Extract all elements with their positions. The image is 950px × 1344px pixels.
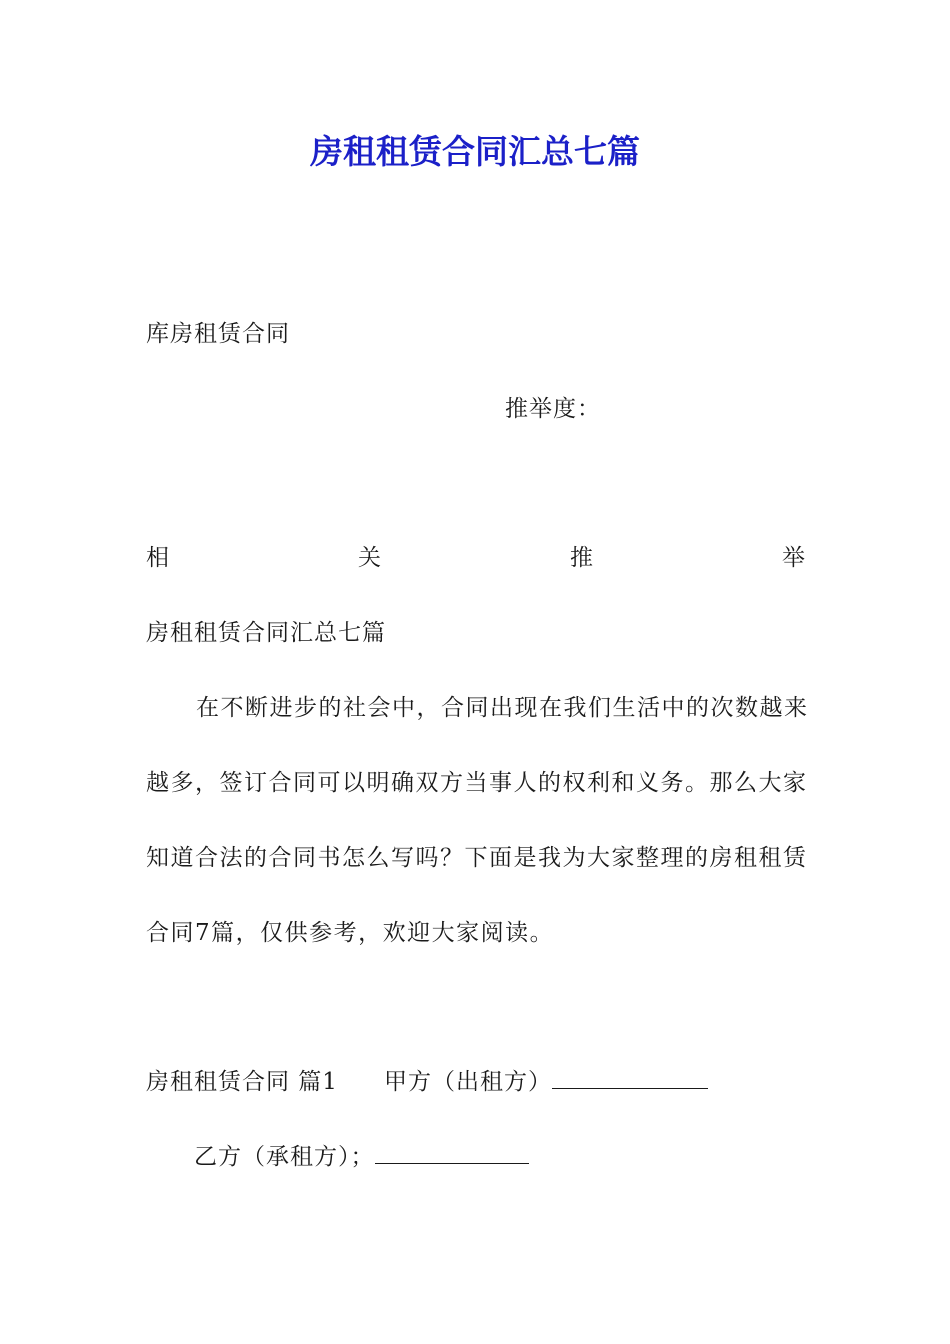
related-title-link[interactable]: 房租租赁合同汇总七篇 — [146, 620, 386, 646]
article-heading-row — [146, 1064, 708, 1098]
intro-paragraph-line: 合同7篇，仅供参考，欢迎大家阅读。 — [146, 920, 555, 946]
subheading: 库房租赁合同 — [146, 321, 290, 347]
related-word: 举 — [782, 545, 806, 571]
related-word: 关 — [358, 545, 382, 571]
related-word: 相 — [146, 545, 170, 571]
document-title: 房租租赁合同汇总七篇 — [310, 132, 640, 171]
party-a-label: 甲方（出租方） — [383, 1069, 552, 1095]
intro-paragraph-line: 在不断进步的社会中，合同出现在我们生活中的次数越来 — [196, 695, 809, 721]
intro-paragraph-line: 越多，签订合同可以明确双方当事人的权利和义务。那么大家 — [146, 770, 808, 796]
party-b-label: 乙方（承租方）； — [194, 1144, 375, 1170]
party-b-row — [194, 1139, 529, 1173]
article-heading: 房租租赁合同 篇1 — [146, 1069, 338, 1095]
recommend-label: 推举度： — [505, 396, 601, 422]
related-recommend-row — [146, 542, 806, 574]
party-a-blank — [552, 1064, 708, 1089]
party-b-blank — [375, 1139, 529, 1164]
related-word: 推 — [570, 545, 594, 571]
intro-paragraph-line: 知道合法的合同书怎么写吗？下面是我为大家整理的房租租赁 — [146, 845, 808, 871]
